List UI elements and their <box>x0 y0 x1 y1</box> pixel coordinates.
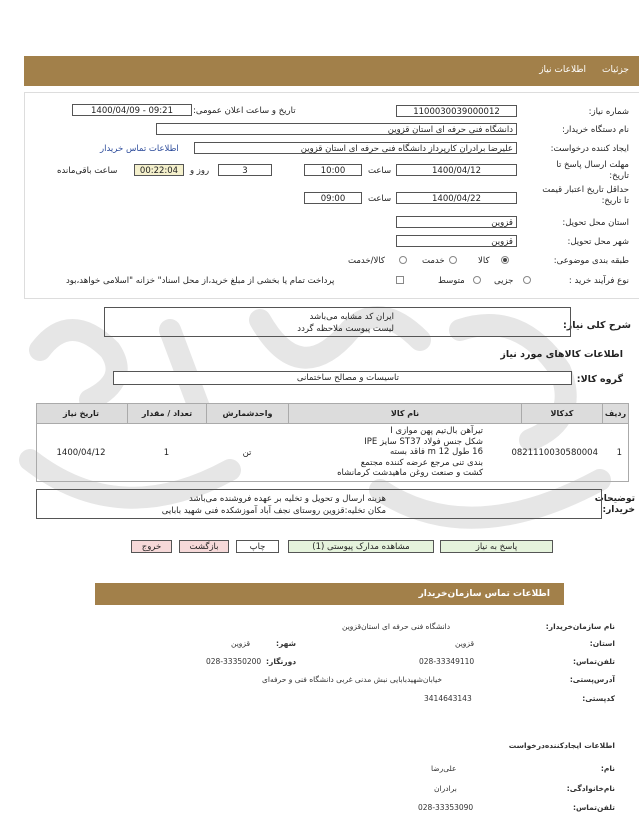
creator-section-title: اطلاعات ایجادکننده‌درخواست <box>508 741 615 750</box>
validity-label: حداقل تاریخ اعتبار قیمت تا تاریخ: <box>542 185 629 206</box>
row-name-line: بندی تنی مرجع عرضه کننده مجتمع <box>360 457 483 468</box>
buyer-field: دانشگاه فنی حرفه ای استان قزوین <box>156 123 517 135</box>
row-name <box>337 426 483 479</box>
category-both-radio[interactable] <box>399 256 407 264</box>
contact-postal: 3414643143 <box>424 694 472 703</box>
province-label: استان محل تحویل: <box>562 218 629 228</box>
creator-phone-label: تلفن‌تماس: <box>572 803 615 812</box>
goods-group-field: تاسیسات و مصالح ساختمانی <box>113 371 572 385</box>
contact-province: قزوین <box>455 639 475 648</box>
buyer-contact-link[interactable]: اطلاعات تماس خریدار <box>100 144 179 154</box>
creator-first-label: نام: <box>600 764 615 773</box>
summary-line-2: لیست پیوست ملاحظه گردد <box>297 324 394 334</box>
goods-title: اطلاعات کالاهای مورد نیاز <box>500 349 623 360</box>
remaining-label: ساعت باقی‌مانده <box>57 166 118 176</box>
summary-line-1: ایران کد مشابه می‌باشد <box>309 312 394 322</box>
deadline-date-field: 1400/04/12 <box>396 164 517 176</box>
deadline-label: مهلت ارسال پاسخ تا تاریخ: <box>556 160 629 181</box>
creator-label: ایجاد کننده درخواست: <box>550 144 629 154</box>
contact-city-label: شهر: <box>276 639 296 648</box>
validity-date-field: 1400/04/22 <box>396 192 517 204</box>
days-label: روز و <box>190 166 210 176</box>
contact-postal-label: کدپستی: <box>582 694 615 703</box>
col-name: نام کالا <box>288 404 521 423</box>
col-unit: واحدشمارش <box>206 404 288 423</box>
contact-phone: 028-33349110 <box>419 657 475 666</box>
row-code: 0821110030580004 <box>511 448 598 458</box>
creator-phone: 028-33353090 <box>418 803 474 812</box>
need-info-tab[interactable]: اطلاعات نیاز <box>539 65 586 75</box>
row-index: 1 <box>616 448 622 458</box>
contact-org-label: نام سازمان‌خریدار: <box>545 622 615 631</box>
payment-note: پرداخت تمام یا بخشی از مبلغ خرید،از محل اسناد" خزانه "اسلامی خواهد،بود <box>66 276 335 286</box>
buyer-label: نام دستگاه خریدار: <box>562 125 629 135</box>
row-name-line: تیرآهن بال‌تیم پهن موازی I <box>390 426 483 436</box>
buyer-notes-label: توضیحات خریدار: <box>594 494 635 515</box>
contact-phone-label: تلفن‌تماس: <box>572 657 615 666</box>
exit-button[interactable]: خروج <box>131 540 172 553</box>
col-qty: تعداد / مقدار <box>127 404 206 423</box>
announce-label: تاریخ و ساعت اعلان عمومی: <box>193 106 296 116</box>
col-code: کدکالا <box>521 404 602 423</box>
city-label: شهر محل تحویل: <box>567 237 629 247</box>
contact-fax-label: دورنگار: <box>266 657 297 666</box>
validity-time-field: 09:00 <box>304 192 362 204</box>
announce-date-field <box>72 104 192 116</box>
row-unit: تن <box>242 448 252 458</box>
category-both-label: کالا/خدمت <box>348 256 385 266</box>
table-row <box>36 424 629 482</box>
contact-section-bar <box>95 583 564 605</box>
header-bar <box>24 56 639 86</box>
reply-button[interactable]: پاسخ به نیاز <box>440 540 553 553</box>
summary-box <box>104 307 571 337</box>
remaining-time-field: 00:22:04 <box>134 164 184 176</box>
row-date: 1400/04/12 <box>56 448 106 458</box>
row-name-line: شکل جنس فولاد ST37 سایز IPE <box>364 436 483 447</box>
summary-label: شرح کلی نیاز: <box>562 320 631 331</box>
category-goods-label: کالا <box>478 256 490 266</box>
contact-org: دانشگاه فنی حرفه ای استان‌قزوین <box>342 622 451 631</box>
attachments-button[interactable]: مشاهده مدارک پیوستی (1) <box>288 540 434 553</box>
contact-address-label: آدرس‌پستی: <box>569 675 615 684</box>
payment-checkbox[interactable] <box>396 276 404 284</box>
category-service-label: خدمت <box>422 256 445 266</box>
need-number-field: 1100030039000012 <box>396 105 517 117</box>
category-label: طبقه بندی موضوعی: <box>553 256 629 266</box>
row-name-line: کشت و صنعت روغن ماهیدشت کرمانشاه <box>337 468 483 478</box>
contact-city: قزوین <box>231 639 251 648</box>
province-field: قزوین <box>396 216 517 228</box>
contact-province-label: استان: <box>589 639 615 648</box>
contact-address: خیابان‌شهیدبابایی نبش مدنی غربی دانشگاه فنی و حرفه‌ای <box>262 675 442 684</box>
back-button[interactable]: بازگشت <box>179 540 229 553</box>
process-small-radio[interactable] <box>523 276 531 284</box>
buyer-notes-line-2: مکان تخلیه:قزوین روستای نجف آباد آموزشکده فنی شهید بابایی <box>161 506 386 516</box>
goods-table-header <box>36 403 629 424</box>
process-medium-label: متوسط <box>438 276 465 286</box>
city-field: قزوین <box>396 235 517 247</box>
deadline-time-label: ساعت <box>368 166 392 176</box>
buyer-notes-line-1: هزینه ارسال و تحویل و تخلیه بر عهده فروشنده می‌باشد <box>189 494 386 504</box>
details-tab[interactable]: جزئیات <box>602 65 629 75</box>
announce-value: 1400/04/09 - 09:21 <box>91 106 173 116</box>
days-field: 3 <box>218 164 272 176</box>
process-medium-radio[interactable] <box>473 276 481 284</box>
row-name-line: 16 طول m 12 فاقد بسته <box>389 447 483 457</box>
col-index: ردیف <box>602 404 628 423</box>
creator-last: برادران <box>434 784 457 793</box>
process-small-label: جزیی <box>494 276 514 286</box>
deadline-time-field: 10:00 <box>304 164 362 176</box>
validity-time-label: ساعت <box>368 194 392 204</box>
print-button[interactable]: چاپ <box>236 540 279 553</box>
need-number-label: شماره نیاز: <box>588 107 629 117</box>
creator-field: علیرضا برادران کارپرداز دانشگاه فنی حرفه ای استان قزوین <box>194 142 517 154</box>
goods-group-label: گروه کالا: <box>576 374 623 385</box>
contact-section-title: اطلاعات تماس سازمان‌خریدار <box>418 589 550 599</box>
process-label: نوع فرآیند خرید : <box>568 276 629 286</box>
category-goods-radio[interactable] <box>501 256 509 264</box>
contact-fax: 028-33350200 <box>206 657 262 666</box>
row-qty: 1 <box>163 448 170 458</box>
col-date: تاریخ نیاز <box>62 409 100 418</box>
category-service-radio[interactable] <box>449 256 457 264</box>
creator-first: علی‌رضا <box>431 764 457 773</box>
buyer-notes-box <box>36 489 602 519</box>
creator-last-label: نام‌خانوادگی: <box>566 784 615 793</box>
